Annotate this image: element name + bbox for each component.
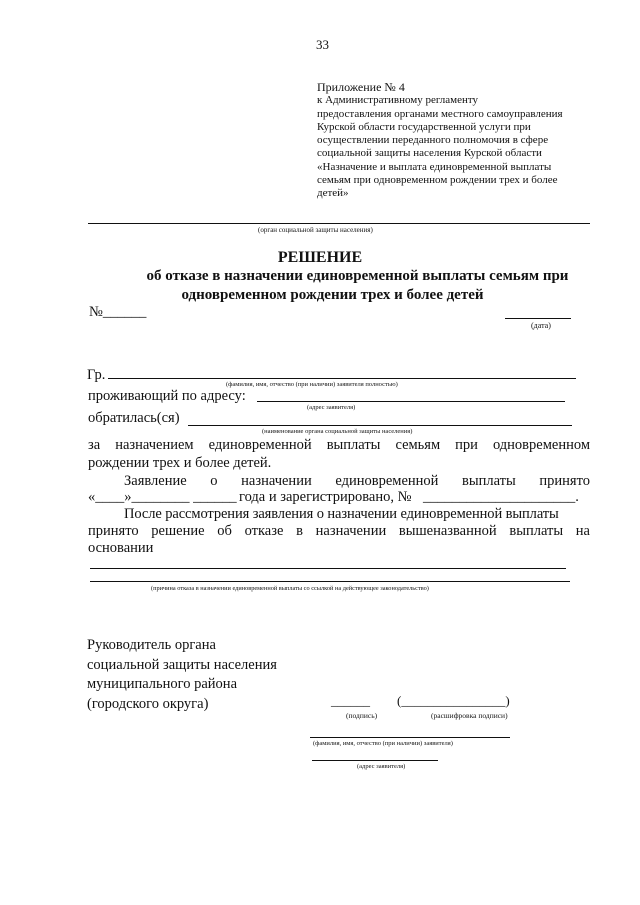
appendix-block <box>317 81 563 201</box>
document-subtitle-1: об отказе в назначении единовременной выплаты семьям при <box>146 268 569 284</box>
text-line: Заявление о назначении единовременной выплаты принято <box>124 473 590 489</box>
applicant-address-line <box>312 760 438 761</box>
appendix-line: Приложение № 4 <box>317 80 405 94</box>
org-name-line <box>188 425 572 426</box>
date-caption: (дата) <box>531 321 551 330</box>
text-line: После рассмотрения заявления о назначении единовременной выплаты <box>124 506 559 522</box>
document-subtitle-2: одновременном рождении трех и более детей <box>181 287 484 303</box>
fio-caption: (фамилия, имя, отчество (при наличии) заявителя полностью) <box>226 381 398 388</box>
applied-label: обратилась(ся) <box>88 410 180 426</box>
text-line: года и зарегистрировано, № <box>239 489 412 505</box>
address-caption: (адрес заявителя) <box>307 404 356 411</box>
registration-date: «____»________ ______ <box>88 489 237 505</box>
reason-line-2 <box>90 581 570 582</box>
appendix-line: социальной защиты населения Курской области <box>317 147 542 160</box>
decoding-blank: (________________) <box>397 693 510 708</box>
appendix-line: детей» <box>317 187 349 200</box>
appendix-line: семьям при одновременном рождении трех и более <box>317 174 558 187</box>
applicant-address-caption: (адрес заявителя) <box>357 763 406 770</box>
applicant-fio-caption: (фамилия, имя, отчество (при наличии) заявителя) <box>313 740 453 747</box>
head-line: Руководитель органа <box>87 637 216 653</box>
document-title: РЕШЕНИЕ <box>277 249 363 266</box>
org-name-caption: (наименование органа социальной защиты населения) <box>262 428 413 435</box>
appendix-line: Курской области государственной услуги при <box>317 120 531 133</box>
decoding-caption: (расшифровка подписи) <box>431 711 508 720</box>
text-line: рождении трех и более детей. <box>88 455 272 471</box>
appendix-line: предоставления органами местного самоуправления <box>317 107 563 120</box>
text-line: принято решение об отказе в назначении вышеназванной выплаты на <box>88 523 590 539</box>
signature-caption: (подпись) <box>346 711 378 720</box>
org-caption: (орган социальной защиты населения) <box>258 226 373 234</box>
applicant-fio-line <box>310 737 510 738</box>
appendix-line: к Административному регламенту <box>317 94 479 107</box>
text-line: основании <box>88 540 154 556</box>
address-line <box>257 401 565 402</box>
org-line <box>88 223 590 224</box>
decision-number: №______ <box>89 304 147 320</box>
head-block <box>87 636 277 714</box>
head-line: муниципального района <box>87 676 237 692</box>
reason-caption: (причина отказа в назначении единовременной выплаты со ссылкой на действующее законодательство) <box>151 585 429 592</box>
registration-number: _____________________. <box>423 489 579 505</box>
signature-blank: ______ <box>331 693 370 708</box>
fio-line <box>108 378 576 379</box>
head-line: социальной защиты населения <box>87 656 277 673</box>
page-number: 33 <box>316 37 329 52</box>
text-line: за назначением единовременной выплаты семьям при одновременном <box>88 437 590 453</box>
head-line: (городского округа) <box>87 695 209 712</box>
address-label: проживающий по адресу: <box>88 388 246 404</box>
reason-line-1 <box>90 568 566 569</box>
gr-label: Гр. <box>87 367 106 383</box>
appendix-line: «Назначение и выплата единовременной выплаты <box>317 160 552 173</box>
appendix-line: осуществлении переданного полномочия в сфере <box>317 134 549 147</box>
date-line <box>505 318 571 319</box>
